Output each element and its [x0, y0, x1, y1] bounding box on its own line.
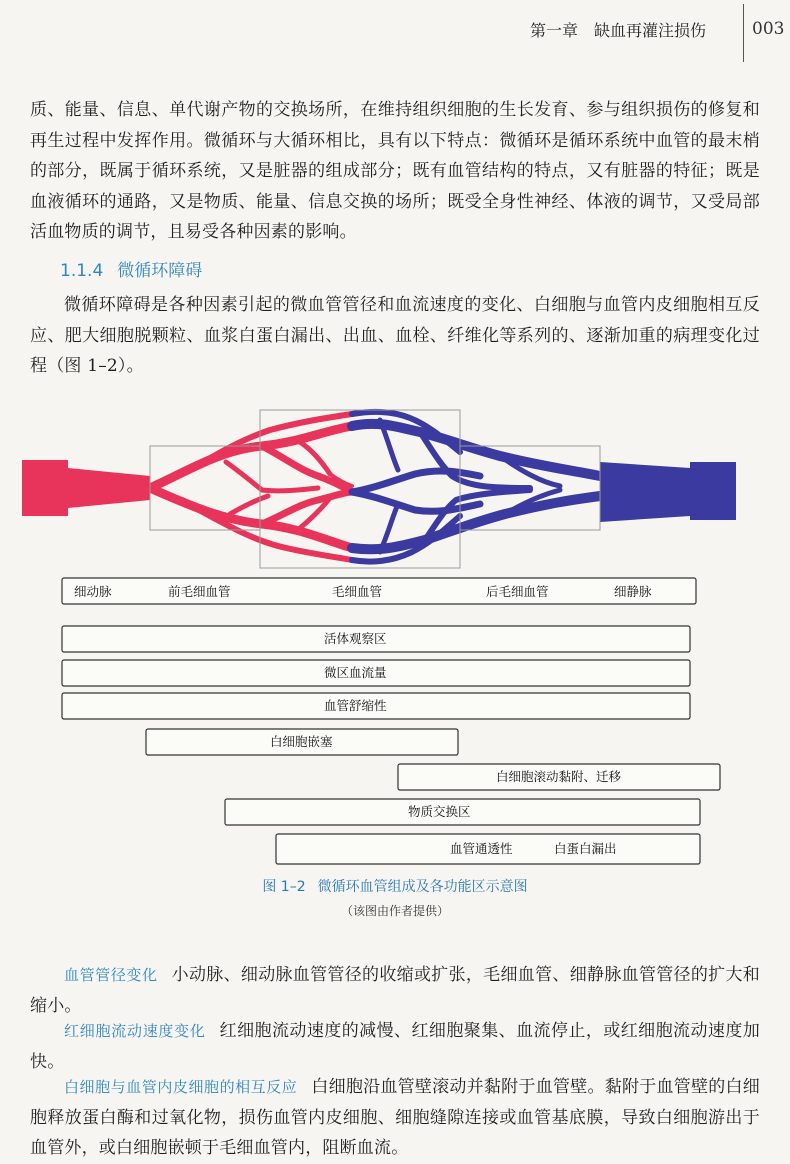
microcirculation-figure: [0, 400, 790, 870]
section-heading: [60, 256, 202, 281]
definition-rbc-velocity: [30, 1016, 760, 1077]
label-live-observation: 活体观察区: [324, 631, 387, 646]
label-pre-capillary: 前毛细血管: [168, 584, 231, 599]
definition-text: 小动脉、细动脉血管管径的收缩或扩张，毛细血管、细静脉血管管径的扩大和缩小。: [30, 965, 760, 1016]
figure-credit: （该图由作者提供）: [340, 904, 449, 918]
arteriole-taper: [68, 468, 150, 508]
label-post-capillary: 后毛细血管: [486, 584, 549, 599]
section-paragraph: 微循环障碍是各种因素引起的微血管管径和血流速度的变化、白细胞与血管内皮细胞相互反应、肥大细胞脱颗粒、血浆白蛋白漏出、出血、血栓、纤维化等系列的、逐渐加重的病理变化过程（图 1–2）。: [30, 295, 760, 376]
venous-branches: [352, 412, 600, 562]
label-wbc-rolling: 白细胞滚动黏附、迁移: [496, 769, 622, 784]
label-venule: 细静脉: [614, 584, 652, 599]
label-capillary: 毛细血管: [332, 584, 383, 599]
label-albumin-leak: 白蛋白漏出: [554, 841, 617, 856]
function-bars: [62, 578, 720, 864]
label-wbc-embolism: 白细胞嵌塞: [270, 734, 333, 749]
section-number: 1.1.4: [60, 261, 104, 281]
figure-title: 微循环血管组成及各功能区示意图: [317, 879, 528, 895]
term-label: 红细胞流动速度变化: [64, 1022, 206, 1040]
arterial-branches: [150, 414, 352, 560]
label-exchange: 物质交换区: [408, 804, 471, 819]
page-number: 003: [752, 19, 785, 39]
figure-caption: [0, 876, 790, 896]
label-micro-flow: 微区血流量: [324, 665, 387, 680]
definition-wbc-endothelium: [30, 1072, 760, 1164]
intro-paragraph: 质、能量、信息、单代谢产物的交换场所，在维持组织细胞的生长发育、参与组织损伤的修复和再生过程中发挥作用。微循环与大循环相比，具有以下特点：微循环是循环系统中血管的最末梢的部分，既属于循环系统，又是脏器的组成部分；既有血管结构的特点，又有脏器的特征；既是血液循环的通路，又是物质、能量、信息交换的场所；既受全身性神经、体液的调节，又受局部活血物质的调节，且易受各种因素的影响。: [30, 100, 760, 242]
label-permeability: 血管通透性: [450, 841, 513, 856]
figure-number: 图 1–2: [262, 879, 306, 895]
venule-trunk: [690, 462, 736, 520]
term-label: 血管管径变化: [64, 966, 158, 984]
definition-vessel-diameter: [30, 960, 760, 1021]
vessel-network: [22, 412, 736, 562]
definition-text: 红细胞流动速度的减慢、红细胞聚集、血流停止，或红细胞流动速度加快。: [30, 1021, 760, 1072]
venule-taper: [600, 462, 690, 522]
label-arteriole: 细动脉: [74, 584, 112, 599]
definition-text: 白细胞沿血管壁滚动并黏附于血管壁。黏附于血管壁的白细胞释放蛋白酶和过氧化物，损伤血管内皮细胞、细胞缝隙连接或血管基底膜，导致白细胞游出于血管外，或白细胞嵌顿于毛细血管内，阻断血流。: [30, 1077, 760, 1158]
label-vasomotion: 血管舒缩性: [324, 698, 387, 713]
term-label: 白细胞与血管内皮细胞的相互反应: [64, 1078, 298, 1096]
section-title: 微循环障碍: [117, 261, 203, 281]
header-divider: [743, 4, 744, 62]
chapter-title: 第一章 缺血再灌注损伤: [530, 21, 707, 40]
arteriole-trunk: [22, 460, 68, 516]
